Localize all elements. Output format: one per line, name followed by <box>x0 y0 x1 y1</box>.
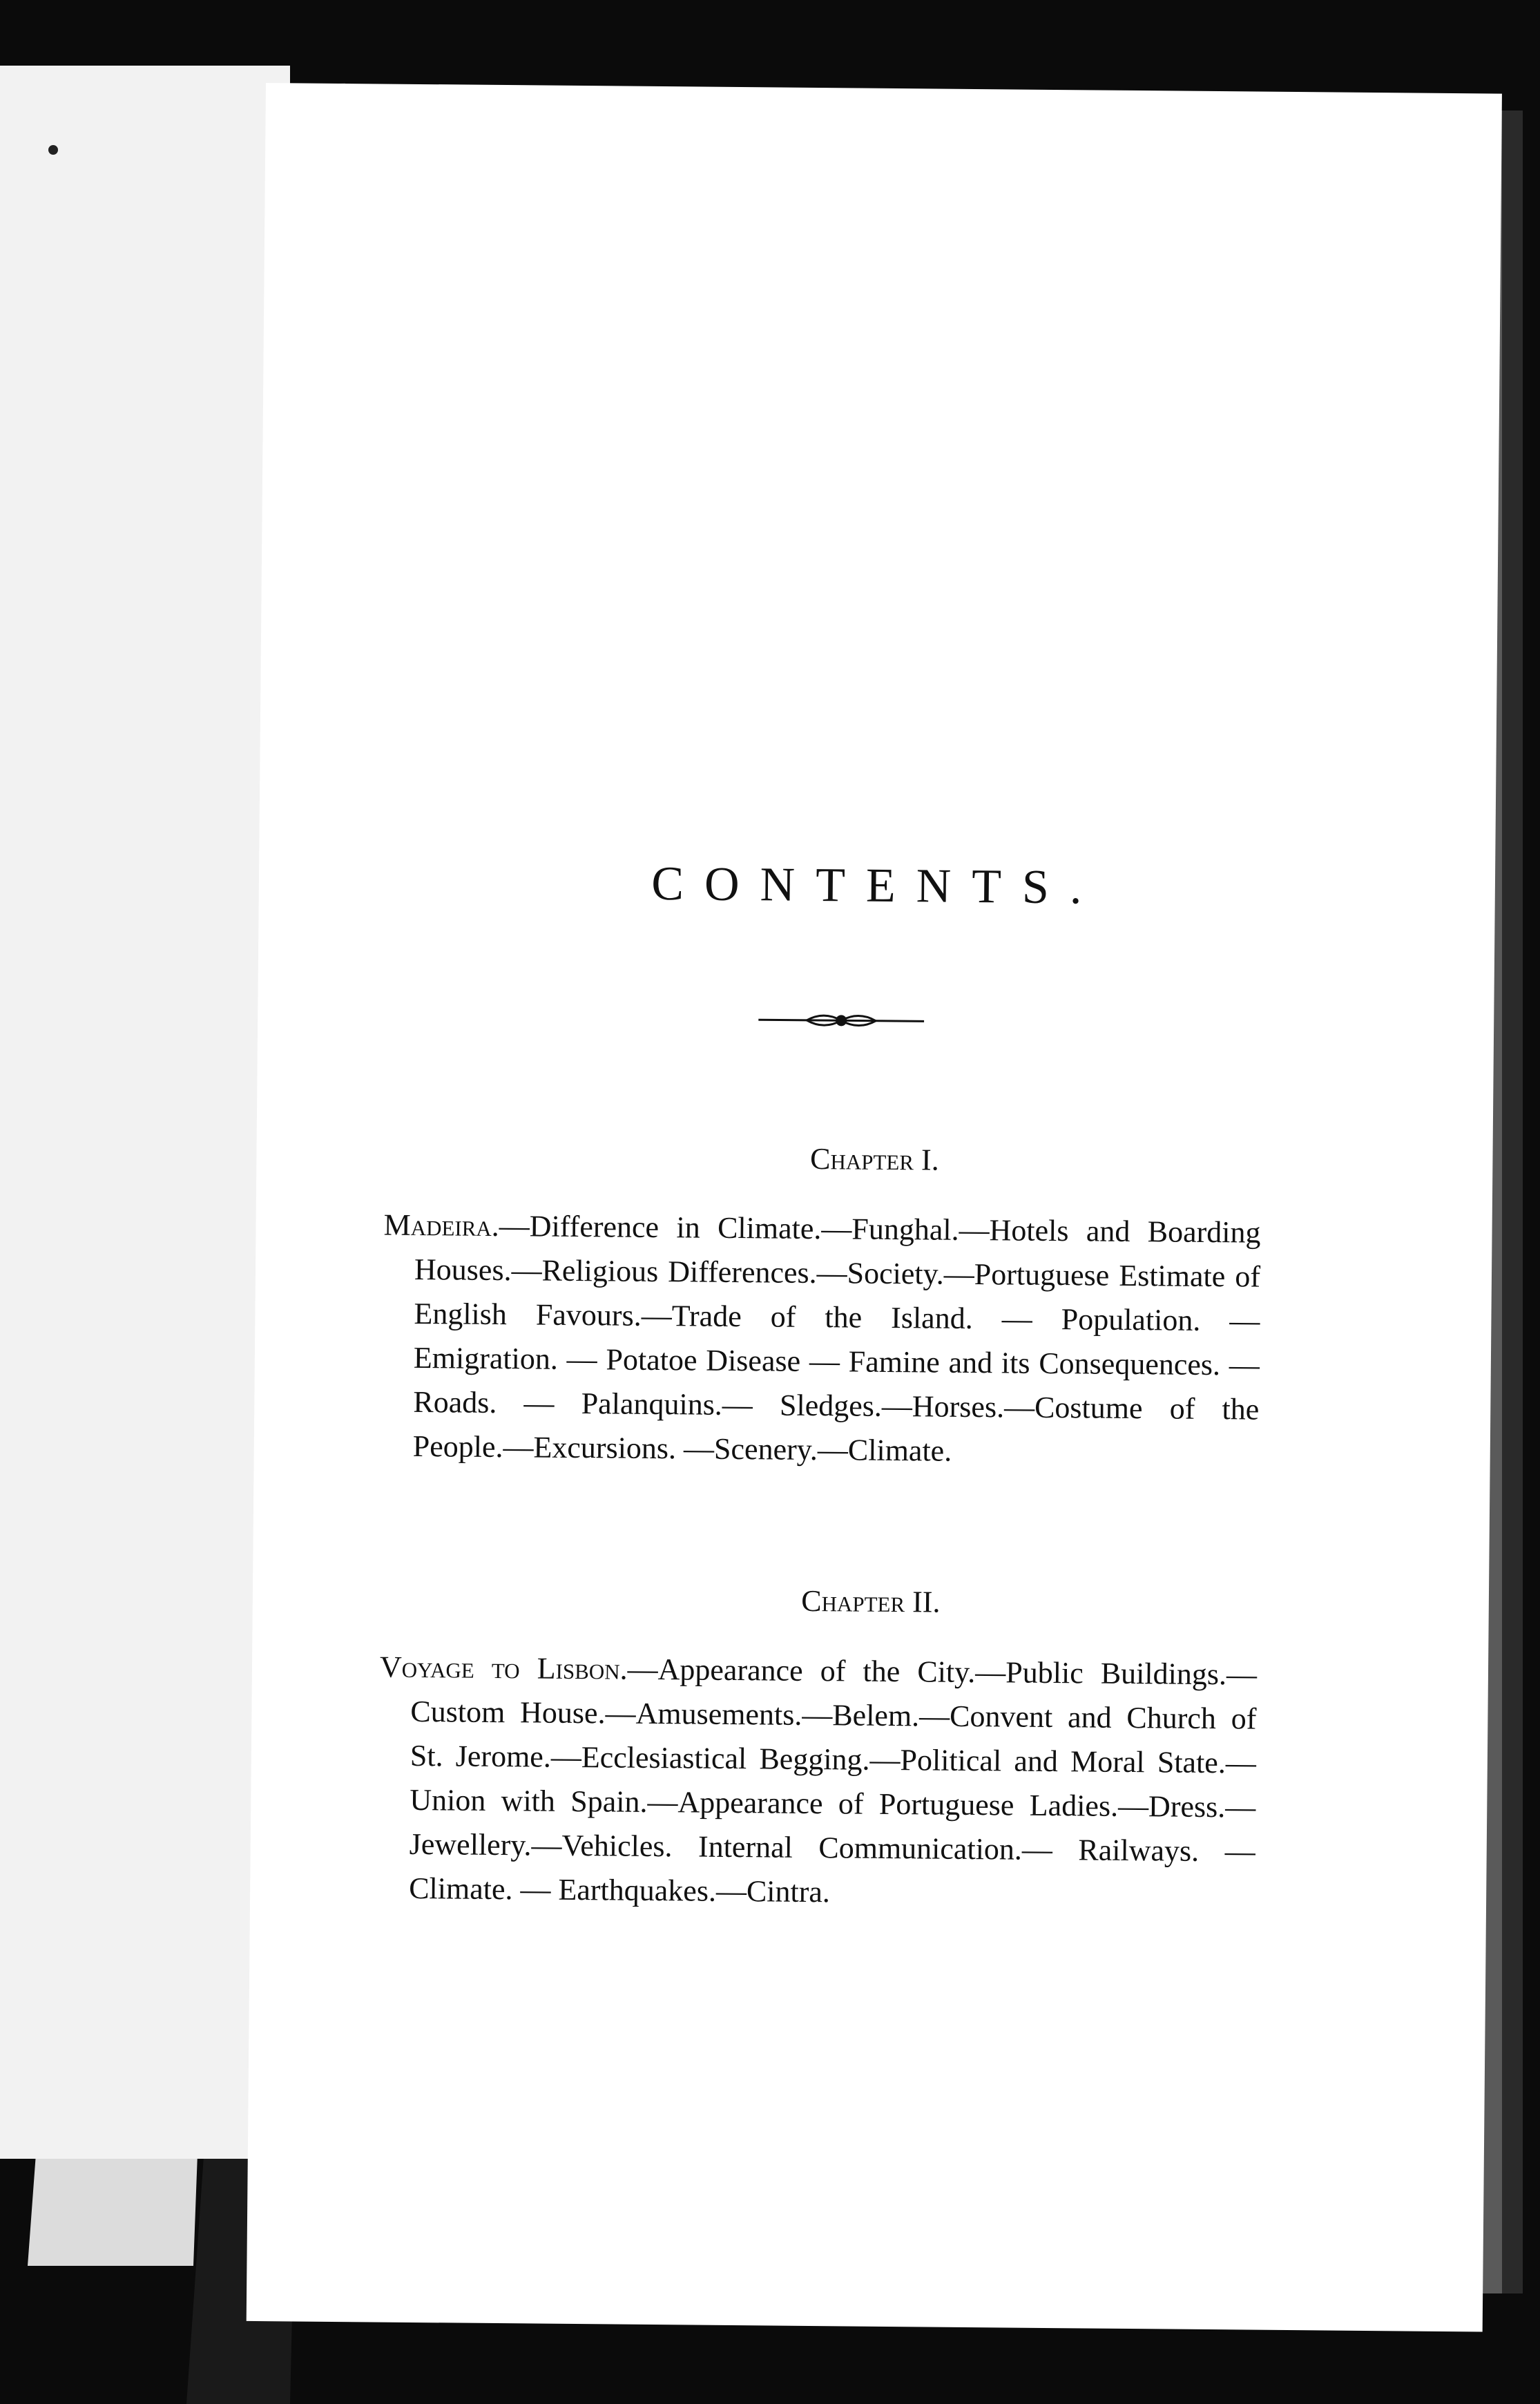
chapter-summary-text: —Appearance of the City.—Public Buildings.—Custom House.—Amusements.—Belem.—Convent and Church of St. Jerome.—Ecclesiastical Begging.—Political and Moral State.—Union with Spain.—Appearance of Portuguese Ladies.—Dress.—Jewellery.—Vehicles. Internal Communication.— Railways. — Climate. — Earthquakes.—Cintra. <box>408 1652 1258 1909</box>
chapter-summary-text: —Difference in Climate.—Funghal.—Hotels and Boarding Houses.—Religious Differences.—Society.—Portuguese Estimate of English Favours.—Trade of the Island. — Population. — Emigration. — Potatoe Disease — Famine and its Consequences. — Roads. — Palanquins.— Sledges.—Horses.—Costume of the People.—Excursions. —Scenery.—Climate. <box>412 1209 1261 1468</box>
page-title: CONTENTS. <box>651 857 1103 915</box>
contents-page <box>247 83 1502 2331</box>
page-edge-dark <box>1502 111 1523 2293</box>
chapter-heading: Chapter II. <box>801 1583 941 1619</box>
chapter-lead: Voyage to Lisbon. <box>379 1650 628 1686</box>
ornament-divider-icon <box>758 1006 924 1035</box>
chapter-summary <box>378 1645 1257 1918</box>
left-facing-page <box>0 66 290 2159</box>
chapter-heading: Chapter I. <box>809 1141 939 1177</box>
ink-dot <box>48 145 58 155</box>
chapter-lead: Madeira. <box>383 1208 500 1243</box>
chapter-summary <box>382 1203 1261 1476</box>
